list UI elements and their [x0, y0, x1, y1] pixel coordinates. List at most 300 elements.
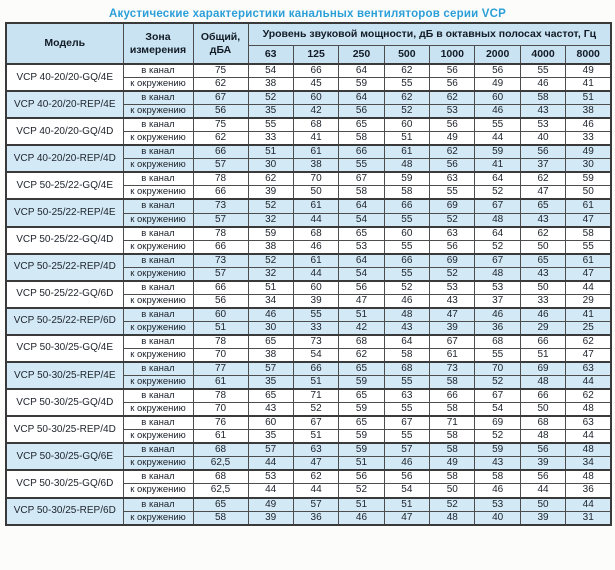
band-cell: 68 [293, 118, 338, 132]
band-cell: 55 [566, 240, 611, 254]
column-header-freq-8000: 8000 [566, 45, 611, 64]
table-row [6, 389, 611, 403]
band-cell: 39 [520, 457, 565, 471]
band-cell: 73 [293, 335, 338, 349]
band-cell: 57 [248, 443, 293, 457]
band-cell: 44 [248, 484, 293, 498]
band-cell: 56 [339, 281, 384, 295]
band-cell: 52 [248, 199, 293, 213]
zone-cell: в канал [123, 498, 193, 512]
band-cell: 48 [520, 376, 565, 390]
table-row [6, 498, 611, 512]
band-cell: 40 [475, 511, 520, 525]
band-cell: 60 [384, 227, 429, 241]
model-cell: VCP 40-20/20-REP/4E [6, 91, 123, 118]
band-cell: 67 [384, 416, 429, 430]
band-cell: 68 [384, 362, 429, 376]
band-cell: 51 [339, 498, 384, 512]
total-cell: 58 [193, 511, 248, 525]
zone-cell: в канал [123, 145, 193, 159]
total-cell: 70 [193, 348, 248, 362]
band-cell: 66 [339, 145, 384, 159]
model-cell: VCP 40-20/20-REP/4D [6, 145, 123, 172]
table-row [6, 362, 611, 376]
band-cell: 46 [475, 105, 520, 119]
zone-cell: в канал [123, 281, 193, 295]
model-cell: VCP 50-25/22-REP/6D [6, 308, 123, 335]
band-cell: 64 [384, 335, 429, 349]
band-cell: 50 [566, 186, 611, 200]
band-cell: 30 [248, 321, 293, 335]
band-cell: 58 [384, 186, 429, 200]
band-cell: 52 [248, 91, 293, 105]
band-cell: 69 [475, 416, 520, 430]
band-cell: 33 [566, 132, 611, 146]
band-cell: 57 [384, 443, 429, 457]
band-cell: 29 [520, 321, 565, 335]
model-cell: VCP 50-30/25-GQ/4D [6, 389, 123, 416]
band-cell: 63 [430, 227, 475, 241]
column-header-freq-125: 125 [293, 45, 338, 64]
band-cell: 47 [520, 186, 565, 200]
model-cell: VCP 50-25/22-GQ/6D [6, 281, 123, 308]
band-cell: 58 [475, 470, 520, 484]
band-cell: 36 [475, 321, 520, 335]
band-cell: 59 [475, 443, 520, 457]
band-cell: 39 [248, 186, 293, 200]
band-cell: 54 [339, 267, 384, 281]
band-cell: 32 [248, 267, 293, 281]
band-cell: 67 [430, 335, 475, 349]
band-cell: 55 [384, 430, 429, 444]
band-cell: 48 [475, 213, 520, 227]
band-cell: 69 [430, 199, 475, 213]
table-row [6, 416, 611, 430]
band-cell: 48 [384, 308, 429, 322]
model-cell: VCP 50-25/22-REP/4D [6, 254, 123, 281]
zone-cell: в канал [123, 118, 193, 132]
band-cell: 43 [520, 213, 565, 227]
band-cell: 42 [339, 321, 384, 335]
zone-cell: к окружению [123, 267, 193, 281]
total-cell: 66 [193, 145, 248, 159]
band-cell: 47 [566, 348, 611, 362]
band-cell: 51 [566, 91, 611, 105]
total-cell: 61 [193, 430, 248, 444]
band-cell: 50 [520, 240, 565, 254]
band-cell: 38 [248, 240, 293, 254]
zone-cell: в канал [123, 470, 193, 484]
band-cell: 41 [566, 78, 611, 92]
zone-cell: к окружению [123, 321, 193, 335]
total-cell: 57 [193, 267, 248, 281]
band-cell: 53 [430, 105, 475, 119]
band-cell: 50 [430, 484, 475, 498]
band-cell: 62 [339, 348, 384, 362]
band-cell: 63 [566, 416, 611, 430]
table-row [6, 172, 611, 186]
band-cell: 65 [339, 416, 384, 430]
band-cell: 51 [520, 348, 565, 362]
model-cell: VCP 40-20/20-GQ/4E [6, 64, 123, 91]
zone-cell: к окружению [123, 132, 193, 146]
band-cell: 37 [520, 159, 565, 173]
band-cell: 56 [430, 118, 475, 132]
band-cell: 48 [566, 403, 611, 417]
band-cell: 44 [566, 498, 611, 512]
zone-cell: в канал [123, 335, 193, 349]
model-cell: VCP 50-30/25-GQ/4E [6, 335, 123, 362]
band-cell: 52 [293, 403, 338, 417]
band-cell: 60 [293, 281, 338, 295]
zone-cell: в канал [123, 308, 193, 322]
band-cell: 66 [293, 362, 338, 376]
column-header-freq-63: 63 [248, 45, 293, 64]
band-cell: 59 [339, 403, 384, 417]
band-cell: 60 [293, 91, 338, 105]
band-cell: 50 [520, 403, 565, 417]
band-cell: 55 [384, 403, 429, 417]
model-cell: VCP 50-25/22-REP/4E [6, 199, 123, 226]
band-cell: 52 [475, 186, 520, 200]
total-cell: 67 [193, 91, 248, 105]
band-cell: 42 [293, 105, 338, 119]
zone-cell: к окружению [123, 484, 193, 498]
total-cell: 65 [193, 498, 248, 512]
band-cell: 63 [293, 443, 338, 457]
total-cell: 75 [193, 118, 248, 132]
band-cell: 62 [566, 389, 611, 403]
column-header-freq-250: 250 [339, 45, 384, 64]
band-cell: 61 [293, 254, 338, 268]
band-cell: 46 [248, 308, 293, 322]
band-cell: 66 [520, 335, 565, 349]
band-cell: 56 [339, 105, 384, 119]
band-cell: 46 [475, 308, 520, 322]
band-cell: 56 [475, 64, 520, 78]
band-cell: 70 [293, 172, 338, 186]
band-cell: 34 [566, 457, 611, 471]
band-cell: 55 [293, 308, 338, 322]
total-cell: 60 [193, 308, 248, 322]
band-cell: 62 [293, 470, 338, 484]
band-cell: 63 [566, 362, 611, 376]
band-cell: 35 [248, 430, 293, 444]
band-cell: 54 [475, 403, 520, 417]
band-cell: 43 [475, 457, 520, 471]
zone-cell: к окружению [123, 159, 193, 173]
band-cell: 43 [430, 294, 475, 308]
total-cell: 56 [193, 294, 248, 308]
zone-cell: к окружению [123, 403, 193, 417]
zone-cell: к окружению [123, 105, 193, 119]
model-cell: VCP 40-20/20-GQ/4D [6, 118, 123, 145]
band-cell: 50 [520, 498, 565, 512]
zone-cell: к окружению [123, 294, 193, 308]
band-cell: 33 [248, 132, 293, 146]
band-cell: 44 [566, 281, 611, 295]
band-cell: 51 [293, 376, 338, 390]
band-cell: 55 [384, 213, 429, 227]
band-cell: 46 [339, 511, 384, 525]
band-cell: 44 [293, 484, 338, 498]
band-cell: 66 [430, 389, 475, 403]
band-cell: 51 [248, 281, 293, 295]
zone-cell: к окружению [123, 376, 193, 390]
band-cell: 43 [384, 321, 429, 335]
zone-cell: к окружению [123, 240, 193, 254]
band-cell: 55 [384, 376, 429, 390]
band-cell: 62 [520, 172, 565, 186]
table-row [6, 227, 611, 241]
band-cell: 68 [520, 416, 565, 430]
band-cell: 56 [520, 443, 565, 457]
total-cell: 66 [193, 240, 248, 254]
band-cell: 61 [566, 199, 611, 213]
band-cell: 38 [248, 78, 293, 92]
column-header-freq-500: 500 [384, 45, 429, 64]
band-cell: 36 [293, 511, 338, 525]
table-row [6, 335, 611, 349]
band-cell: 59 [384, 172, 429, 186]
zone-cell: к окружению [123, 213, 193, 227]
band-cell: 30 [566, 159, 611, 173]
zone-cell: к окружению [123, 186, 193, 200]
band-cell: 66 [293, 64, 338, 78]
band-cell: 56 [520, 470, 565, 484]
band-cell: 52 [384, 281, 429, 295]
total-cell: 51 [193, 321, 248, 335]
band-cell: 52 [384, 105, 429, 119]
table-row [6, 91, 611, 105]
acoustics-table-body [6, 64, 611, 525]
band-cell: 44 [566, 430, 611, 444]
total-cell: 56 [193, 105, 248, 119]
band-cell: 59 [475, 145, 520, 159]
band-cell: 71 [293, 389, 338, 403]
band-cell: 68 [475, 335, 520, 349]
band-cell: 38 [248, 348, 293, 362]
band-cell: 65 [248, 335, 293, 349]
band-cell: 38 [293, 159, 338, 173]
band-cell: 60 [248, 416, 293, 430]
band-cell: 54 [293, 348, 338, 362]
band-cell: 44 [475, 132, 520, 146]
band-cell: 59 [339, 376, 384, 390]
band-cell: 55 [475, 118, 520, 132]
total-cell: 75 [193, 64, 248, 78]
band-cell: 53 [520, 118, 565, 132]
band-cell: 55 [384, 267, 429, 281]
band-cell: 67 [475, 254, 520, 268]
table-row [6, 281, 611, 295]
band-cell: 33 [293, 321, 338, 335]
band-cell: 41 [566, 308, 611, 322]
band-cell: 52 [248, 254, 293, 268]
column-header-freq-2000: 2000 [475, 45, 520, 64]
band-cell: 67 [293, 416, 338, 430]
column-header-octave-group: Уровень звуковой мощности, дБ в октавных полосах частот, Гц [248, 23, 611, 45]
band-cell: 39 [520, 511, 565, 525]
zone-cell: в канал [123, 443, 193, 457]
band-cell: 50 [520, 281, 565, 295]
total-cell: 77 [193, 362, 248, 376]
band-cell: 59 [339, 430, 384, 444]
model-cell: VCP 50-25/22-GQ/4D [6, 227, 123, 254]
band-cell: 58 [430, 430, 475, 444]
band-cell: 29 [566, 294, 611, 308]
zone-cell: в канал [123, 416, 193, 430]
band-cell: 30 [248, 159, 293, 173]
band-cell: 53 [475, 281, 520, 295]
band-cell: 61 [566, 254, 611, 268]
band-cell: 48 [475, 267, 520, 281]
band-cell: 56 [430, 240, 475, 254]
table-row [6, 199, 611, 213]
band-cell: 38 [566, 105, 611, 119]
band-cell: 49 [566, 64, 611, 78]
band-cell: 44 [566, 376, 611, 390]
total-cell: 78 [193, 335, 248, 349]
column-header-total: Общий, дБА [193, 23, 248, 64]
band-cell: 53 [475, 498, 520, 512]
band-cell: 44 [293, 267, 338, 281]
band-cell: 41 [475, 159, 520, 173]
band-cell: 48 [384, 159, 429, 173]
band-cell: 47 [384, 511, 429, 525]
band-cell: 52 [430, 267, 475, 281]
band-cell: 60 [475, 91, 520, 105]
band-cell: 46 [566, 118, 611, 132]
model-cell: VCP 50-30/25-REP/4D [6, 416, 123, 443]
band-cell: 53 [430, 281, 475, 295]
band-cell: 64 [475, 172, 520, 186]
band-cell: 51 [339, 457, 384, 471]
band-cell: 58 [339, 132, 384, 146]
band-cell: 56 [339, 470, 384, 484]
model-cell: VCP 50-30/25-GQ/6D [6, 470, 123, 497]
total-cell: 78 [193, 227, 248, 241]
band-cell: 65 [520, 254, 565, 268]
band-cell: 39 [248, 511, 293, 525]
band-cell: 58 [430, 376, 475, 390]
band-cell: 62 [384, 64, 429, 78]
band-cell: 67 [339, 172, 384, 186]
total-cell: 66 [193, 186, 248, 200]
band-cell: 67 [475, 199, 520, 213]
band-cell: 41 [293, 132, 338, 146]
zone-cell: в канал [123, 362, 193, 376]
total-cell: 68 [193, 443, 248, 457]
band-cell: 61 [430, 348, 475, 362]
band-cell: 34 [248, 294, 293, 308]
band-cell: 55 [430, 186, 475, 200]
model-cell: VCP 50-30/25-REP/4E [6, 362, 123, 389]
band-cell: 65 [520, 199, 565, 213]
band-cell: 61 [293, 199, 338, 213]
band-cell: 46 [384, 294, 429, 308]
total-cell: 62,5 [193, 457, 248, 471]
band-cell: 44 [520, 484, 565, 498]
total-cell: 57 [193, 213, 248, 227]
band-cell: 48 [430, 511, 475, 525]
band-cell: 63 [384, 389, 429, 403]
band-cell: 48 [566, 443, 611, 457]
band-cell: 63 [430, 172, 475, 186]
table-row [6, 64, 611, 78]
band-cell: 58 [384, 348, 429, 362]
band-cell: 55 [339, 159, 384, 173]
band-cell: 56 [430, 64, 475, 78]
band-cell: 43 [520, 267, 565, 281]
band-cell: 47 [566, 213, 611, 227]
total-cell: 76 [193, 416, 248, 430]
band-cell: 49 [430, 457, 475, 471]
total-cell: 73 [193, 254, 248, 268]
band-cell: 53 [248, 470, 293, 484]
band-cell: 59 [248, 227, 293, 241]
band-cell: 66 [384, 254, 429, 268]
table-row [6, 470, 611, 484]
band-cell: 65 [339, 227, 384, 241]
band-cell: 47 [430, 308, 475, 322]
band-cell: 52 [339, 484, 384, 498]
total-cell: 68 [193, 470, 248, 484]
table-row [6, 118, 611, 132]
total-cell: 78 [193, 172, 248, 186]
band-cell: 54 [384, 484, 429, 498]
band-cell: 66 [384, 199, 429, 213]
band-cell: 51 [339, 308, 384, 322]
total-cell: 66 [193, 281, 248, 295]
band-cell: 55 [248, 118, 293, 132]
total-cell: 70 [193, 403, 248, 417]
band-cell: 40 [520, 132, 565, 146]
band-cell: 55 [520, 64, 565, 78]
band-cell: 59 [339, 443, 384, 457]
band-cell: 48 [566, 470, 611, 484]
band-cell: 58 [566, 227, 611, 241]
column-header-zone: Зона измерения [123, 23, 193, 64]
band-cell: 52 [430, 213, 475, 227]
band-cell: 47 [293, 457, 338, 471]
band-cell: 35 [248, 105, 293, 119]
band-cell: 48 [520, 430, 565, 444]
column-header-freq-4000: 4000 [520, 45, 565, 64]
band-cell: 58 [430, 403, 475, 417]
total-cell: 62,5 [193, 484, 248, 498]
table-row [6, 443, 611, 457]
header-row-top [6, 23, 611, 45]
band-cell: 31 [566, 511, 611, 525]
total-cell: 62 [193, 132, 248, 146]
band-cell: 70 [475, 362, 520, 376]
band-cell: 46 [384, 457, 429, 471]
band-cell: 51 [248, 145, 293, 159]
band-cell: 61 [293, 145, 338, 159]
band-cell: 62 [430, 145, 475, 159]
band-cell: 59 [339, 78, 384, 92]
zone-cell: к окружению [123, 430, 193, 444]
band-cell: 65 [339, 118, 384, 132]
band-cell: 56 [384, 470, 429, 484]
band-cell: 49 [430, 132, 475, 146]
band-cell: 33 [520, 294, 565, 308]
band-cell: 51 [384, 498, 429, 512]
band-cell: 39 [430, 321, 475, 335]
band-cell: 64 [339, 64, 384, 78]
band-cell: 68 [339, 335, 384, 349]
